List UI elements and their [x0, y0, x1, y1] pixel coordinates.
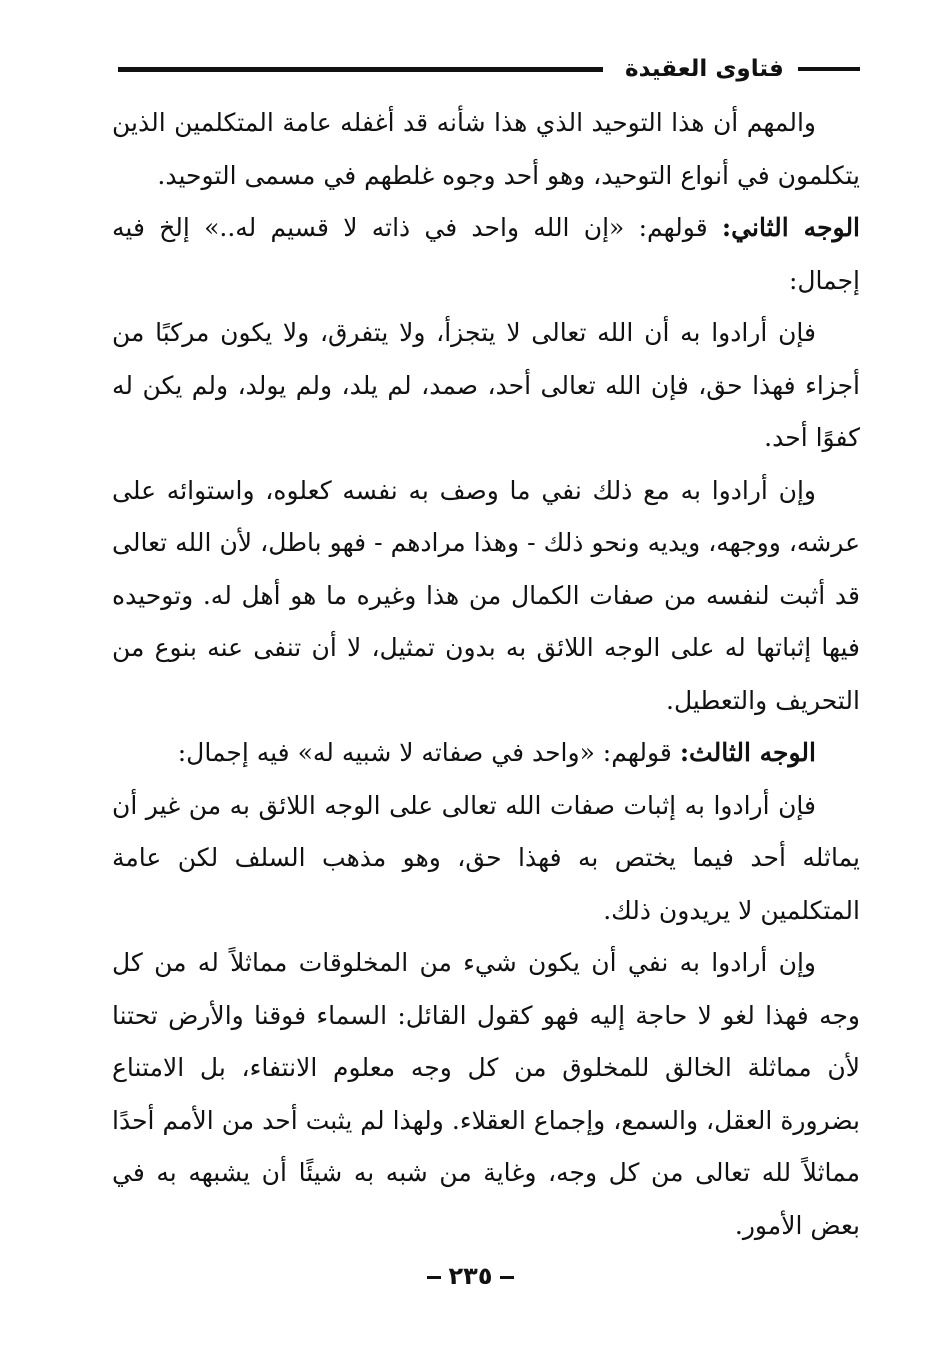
page-number: ٢٣٥ — [448, 1262, 493, 1290]
paragraph-6: فإن أرادوا به إثبات صفات الله تعالى على الوجه اللائق به من غير أن يماثله أحد فيما يختص به فهذا حق، وهو مذهب السلف لكن عامة المتكلمين لا يريدون ذلك. — [112, 790, 860, 925]
running-title: فتاوى العقيدة — [625, 56, 784, 82]
paragraph-3: فإن أرادوا به أن الله تعالى لا يتجزأ، ولا يتفرق، ولا يكون مركبًا من أجزاء فهذا حق، فإن الله تعالى أحد، صمد، لم يلد، ولم يولد، ولم يكن له كفوًا أحد. — [112, 318, 860, 452]
section-2-text: قولهم: «إن الله واحد في ذاته لا قسيم له..» إلخ فيه إجمال: — [112, 213, 860, 295]
paragraph-1: والمهم أن هذا التوحيد الذي هذا شأنه قد أغفله عامة المتكلمين الذين يتكلمون في أنواع التوحيد، وهو أحد وجوه غلطهم في مسمى التوحيد. — [112, 108, 860, 190]
section-3-paragraph — [112, 727, 860, 780]
section-heading-third-aspect: الوجه الثالث: — [679, 738, 816, 767]
page-footer — [0, 1262, 941, 1290]
header-rule-long — [118, 67, 603, 72]
page-header — [118, 52, 860, 86]
page-body — [112, 97, 860, 1252]
paragraph-7: وإن أرادوا به نفي أن يكون شيء من المخلوقات مماثلاً له من كل وجه فهذا لغو لا حاجة إليه فهو كقول القائل: السماء فوقنا والأرض تحتنا لأن مماثلة الخالق للمخلوق من كل وجه معلوم الانتفاء، بل الامتناع بضرورة العقل، والسمع، وإجماع العقلاء. ولهذا لم يثبت أحد من الأمم أحدًا مماثلاً لله تعالى من كل وجه، وغاية من شبه به شيئًا أن يشبهه به في بعض الأمور. — [112, 948, 861, 1240]
header-rule-short — [798, 67, 860, 71]
footer-dash-right — [427, 1276, 441, 1279]
section-2-paragraph — [112, 202, 860, 307]
footer-dash-left — [500, 1276, 514, 1279]
paragraph-4: وإن أرادوا به مع ذلك نفي ما وصف به نفسه كعلوه، واستوائه على عرشه، ووجهه، ويديه ونحو ذلك - وهذا مرادهم - فهو باطل، لأن الله تعالى قد أثبت لنفسه من صفات الكمال من هذا وغيره ما هو أهل له. وتوحيده فيها إثباتها له على الوجه اللائق به بدون تمثيل، لا أن تنفى عنه بنوع من التحريف والتعطيل. — [112, 475, 860, 715]
section-3-text: قولهم: «واحد في صفاته لا شبيه له» فيه إجمال: — [177, 738, 672, 767]
section-heading-second-aspect: الوجه الثاني: — [721, 213, 861, 242]
